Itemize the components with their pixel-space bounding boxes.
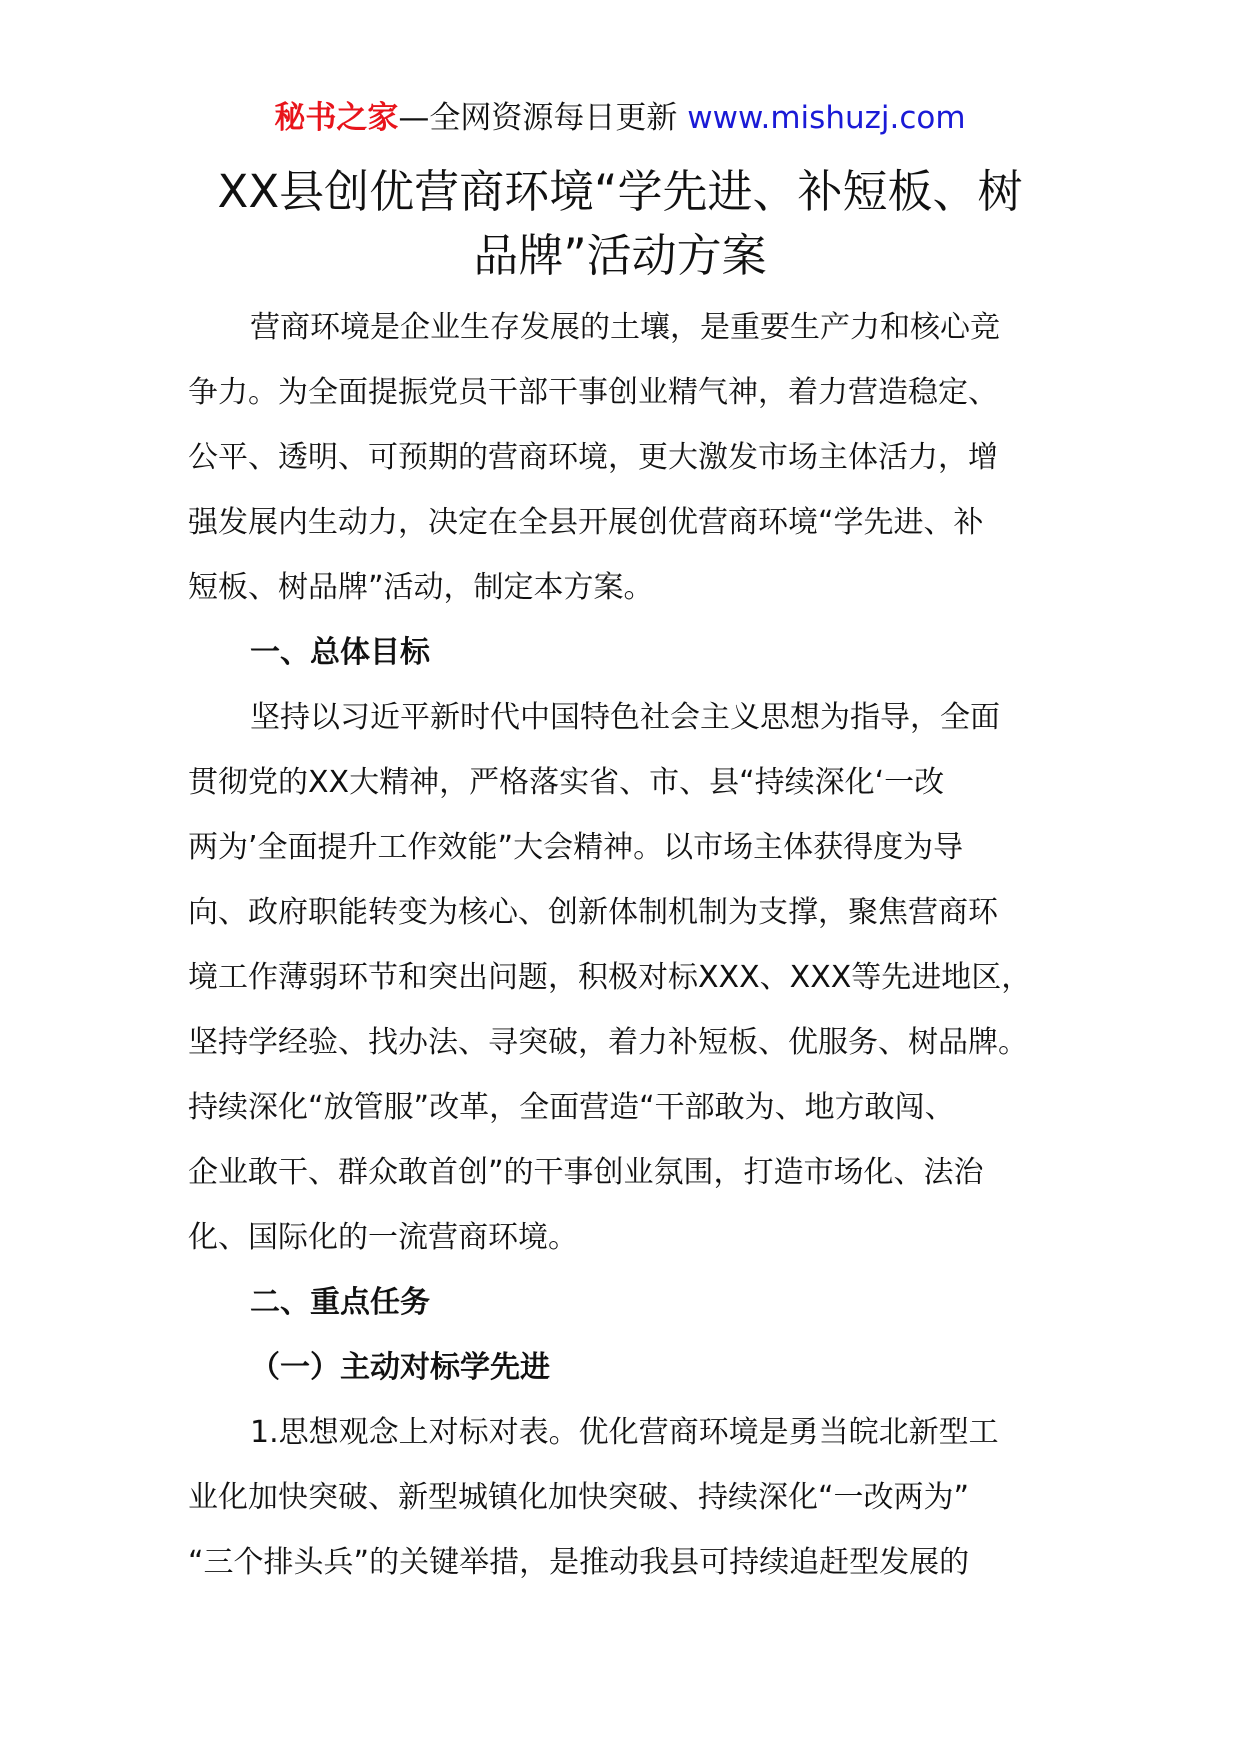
site-url-link[interactable]: www.mishuzj.com [687,100,966,136]
brand-name: 秘书之家 [274,100,399,136]
body-line: 1.思想观念上对标对表。优化营商环境是勇当皖北新型工 [250,1415,999,1450]
document-title [150,160,1090,288]
body-line: 坚持学经验、找办法、寻突破，着力补短板、优服务、树品牌。 [188,1025,1028,1060]
body-line: 营商环境是企业生存发展的土壤，是重要生产力和核心竞 [250,310,1000,345]
title-line-1: XX县创优营商环境“学先进、补短板、树 [217,165,1023,218]
body-line: 两为’全面提升工作效能”大会精神。以市场主体获得度为导 [188,830,964,865]
body-line: “三个排头兵”的关键举措，是推动我县可持续追赶型发展的 [188,1545,970,1580]
section-heading: 二、重点任务 [250,1285,430,1320]
body-line: 化、国际化的一流营商环境。 [188,1220,578,1255]
body-line: 短板、树品牌”活动，制定本方案。 [188,570,654,605]
body-line: 境工作薄弱环节和突出问题，积极对标XXX、XXX等先进地区， [188,960,1032,995]
body-line: 争力。为全面提振党员干部干事创业精气神，着力营造稳定、 [188,375,998,410]
body-line: 业化加快突破、新型城镇化加快突破、持续深化“一改两为” [188,1480,970,1515]
body-line: 贯彻党的XX大精神，严格落实省、市、县“持续深化‘一改 [188,765,945,800]
section-heading: 一、总体目标 [250,635,430,670]
site-header [0,98,1240,138]
title-line-2: 品牌”活动方案 [473,229,767,282]
body-line: 企业敢干、群众敢首创”的干事创业氛围，打造市场化、法治 [188,1155,984,1190]
header-tagline: —全网资源每日更新 [398,100,688,136]
document-body [188,295,1068,1595]
body-line: 公平、透明、可预期的营商环境，更大激发市场主体活力，增 [188,440,998,475]
body-line: 持续深化“放管服”改革，全面营造“干部敢为、地方敢闯、 [188,1090,955,1125]
subsection-heading: （一）主动对标学先进 [250,1350,550,1385]
body-line: 向、政府职能转变为核心、创新体制机制为支撑，聚焦营商环 [188,895,998,930]
body-line: 坚持以习近平新时代中国特色社会主义思想为指导，全面 [250,700,1000,735]
body-line: 强发展内生动力，决定在全县开展创优营商环境“学先进、补 [188,505,984,540]
